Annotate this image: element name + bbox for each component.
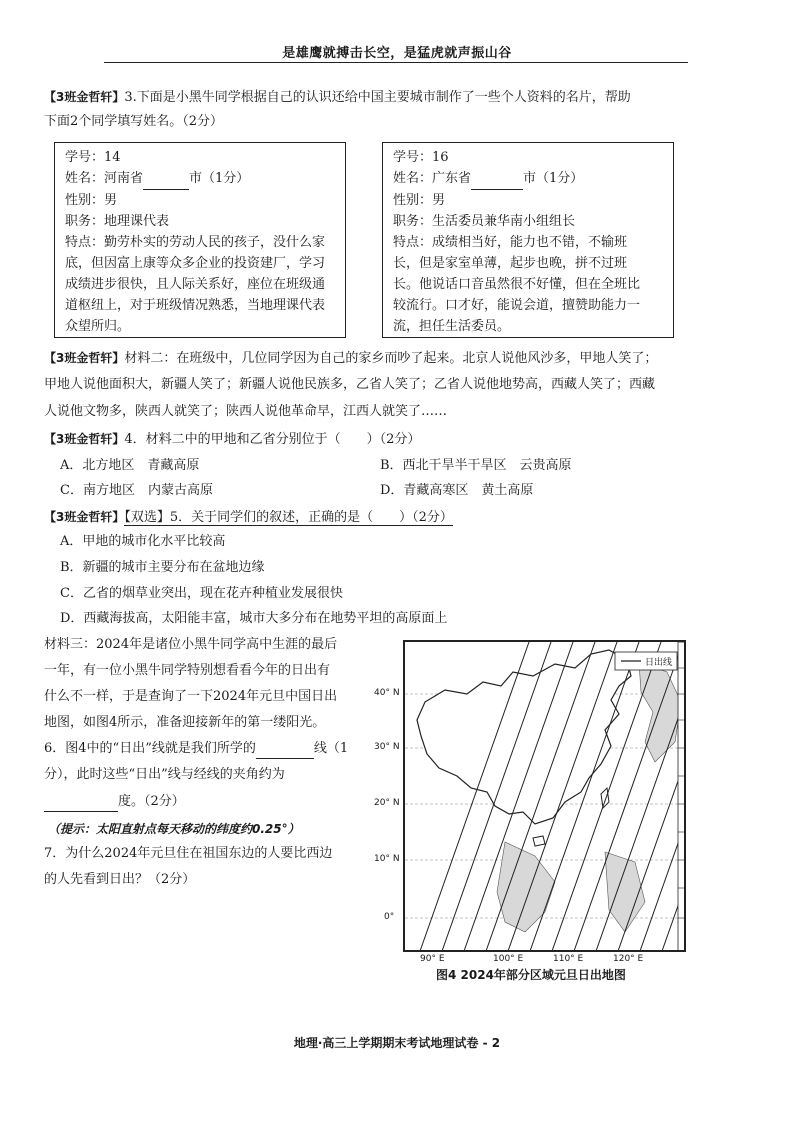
header-rule xyxy=(104,62,688,63)
card-left-trait-4: 道枢纽上，对于班级情况熟悉，当地理课代表 xyxy=(65,298,326,313)
card-left-trait-5: 众望所归。 xyxy=(65,319,131,334)
sunrise-map-svg xyxy=(405,642,686,952)
q6-line2: 分），此时这些“日出”线与经线的夹角约为 xyxy=(44,767,285,782)
lat-label-20: 20° N xyxy=(374,798,400,808)
q5-option-b[interactable]: B．新疆的城市主要分布在盆地边缘 xyxy=(60,560,265,575)
q6-line1-suffix: 线（1 xyxy=(313,741,349,756)
lat-label-0: 0° xyxy=(384,912,395,922)
material3-line4: 地图，如图4所示，准备迎接新年的第一缕阳光。 xyxy=(44,715,326,730)
card-left-trait-2: 底，但因富上康等众多企业的投资建厂，学习 xyxy=(65,256,326,271)
material2-text-2: 甲地人说他面积大，新疆人笑了；新疆人说他民族多，乙省人笑了；乙省人说他地势高，西藏人笑了；西藏 xyxy=(44,377,656,392)
card-left-gender: 性别：男 xyxy=(65,193,118,208)
china-outline-icon xyxy=(417,650,631,824)
card-left-name-suffix: 市（1分） xyxy=(189,171,250,186)
q5-stem xyxy=(44,508,453,527)
card-right-name-prefix: 姓名：广东省 xyxy=(393,171,472,186)
card-right xyxy=(382,142,674,338)
q6-line3-suffix: 度。（2分） xyxy=(118,794,185,809)
q5-option-c[interactable]: C．乙省的烟草业突出，现在花卉种植业发展很快 xyxy=(60,586,343,601)
lat-label-10: 10° N xyxy=(374,854,400,864)
q4-stem xyxy=(44,430,420,449)
q4-option-a[interactable]: A．北方地区 青藏高原 xyxy=(60,458,200,473)
q4-option-d[interactable]: D．青藏高寒区 黄土高原 xyxy=(380,483,534,498)
material3-line3: 什么不一样，于是查询了一下2024年元旦中国日出 xyxy=(44,689,338,704)
card-right-trait-1: 特点：成绩相当好，能力也不错，不输班 xyxy=(393,235,628,250)
material2-tag: 【3班金哲轩】 xyxy=(44,351,125,365)
q5-text: 【双选】5．关于同学们的叙述，正确的是（ ）（2分） xyxy=(124,510,453,525)
lon-label-90: 90° E xyxy=(420,954,445,964)
card-right-id: 学号：16 xyxy=(393,150,449,165)
q3-line1 xyxy=(44,88,631,107)
q5-option-d[interactable]: D．西藏海拔高，太阳能丰富，城市大多分布在地势平坦的高原面上 xyxy=(60,611,448,626)
q6-line1-prefix: 6．图4中的“日出”线就是我们所学的 xyxy=(44,741,256,756)
q6-line1 xyxy=(44,740,348,759)
card-left-id: 学号：14 xyxy=(65,150,121,165)
q3-tag: 【3班金哲轩】 xyxy=(44,90,125,104)
card-left-name-blank[interactable] xyxy=(143,168,189,190)
card-left-trait-3: 成绩进步很快，且人际关系好，座位在班级通 xyxy=(65,277,326,292)
page-footer: 地理·高三上学期期末考试地理试卷 - 2 xyxy=(293,1036,501,1050)
card-right-role: 职务：生活委员兼华南小组组长 xyxy=(393,214,576,229)
scale-strip xyxy=(678,642,686,952)
lon-label-110: 110° E xyxy=(553,954,584,964)
legend-label: 日出线 xyxy=(645,658,673,668)
card-right-name-row xyxy=(393,168,663,190)
card-right-name-suffix: 市（1分） xyxy=(523,171,584,186)
q4-text: 4．材料二中的甲地和乙省分别位于（ ）（2分） xyxy=(124,432,421,447)
q3-text-line1: 下面是小黑牛同学根据自己的认识还给中国主要城市制作了一些个人资料的名片，帮助 xyxy=(136,90,631,105)
q4-option-b[interactable]: B．西北干旱半干旱区 云贵高原 xyxy=(380,458,572,473)
map-caption: 图4 2024年部分区域元旦日出地图 xyxy=(436,968,626,982)
lat-label-40: 40° N xyxy=(374,688,400,698)
q4-tag: 【3班金哲轩】 xyxy=(44,432,125,446)
lon-label-120: 120° E xyxy=(613,954,644,964)
tip-text: （提示：太阳直射点每天移动的纬度约0.25°） xyxy=(48,822,300,836)
material3-line2: 一年，有一位小黑牛同学特别想看看今年的日出有 xyxy=(44,663,331,678)
taiwan-icon xyxy=(601,788,609,808)
q3-text-line2: 下面2个同学填写姓名。（2分） xyxy=(44,114,224,129)
card-right-trait-4: 较流行。口才好，能说会道，擅赞助能力一 xyxy=(393,298,641,313)
hainan-icon xyxy=(533,836,545,846)
material2-text-1: 材料二：在班级中，几位同学因为自己的家乡而吵了起来。北京人说他风沙多，甲地人笑了； xyxy=(124,351,658,366)
card-right-trait-3: 长。他说话口音虽然很不好懂，但在全班比 xyxy=(393,277,641,292)
q5-tag: 【3班金哲轩】 xyxy=(44,510,125,524)
q5-option-a[interactable]: A．甲地的城市化水平比较高 xyxy=(60,534,226,549)
card-right-trait-2: 长，但是家室单薄，起步也晚，拼不过班 xyxy=(393,256,628,271)
card-left xyxy=(54,142,346,338)
q6-blank-2[interactable] xyxy=(44,793,118,812)
q7-line1: 7．为什么2024年元旦住在祖国东边的人要比西边 xyxy=(44,846,333,861)
q6-line3 xyxy=(44,793,185,812)
material3-line1: 材料三：2024年是诸位小黑牛同学高中生涯的最后 xyxy=(44,637,338,652)
card-left-name-prefix: 姓名：河南省 xyxy=(65,171,144,186)
card-left-role: 职务：地理课代表 xyxy=(65,214,170,229)
card-right-name-blank[interactable] xyxy=(471,168,523,190)
card-right-trait-5: 流，担任生活委员。 xyxy=(393,319,511,334)
material2-text-3: 人说他文物多，陕西人就笑了；陕西人说他革命早，江西人就笑了…… xyxy=(44,404,448,419)
card-left-trait-1: 特点：勤劳朴实的劳动人民的孩子，没什么家 xyxy=(65,235,326,250)
q7-line2: 的人先看到日出？（2分） xyxy=(44,872,196,887)
q4-option-c[interactable]: C．南方地区 内蒙古高原 xyxy=(60,483,213,498)
q6-blank-1[interactable] xyxy=(256,740,314,759)
header-motto: 是雄鹰就搏击长空，是猛虎就声振山谷 xyxy=(282,46,512,61)
card-left-name-row xyxy=(65,168,335,190)
lon-label-100: 100° E xyxy=(493,954,524,964)
q3-number: 3. xyxy=(124,90,137,105)
material2-line1 xyxy=(44,349,657,368)
sunrise-map xyxy=(403,640,686,952)
card-right-gender: 性别：男 xyxy=(393,193,446,208)
lat-label-30: 30° N xyxy=(374,742,400,752)
